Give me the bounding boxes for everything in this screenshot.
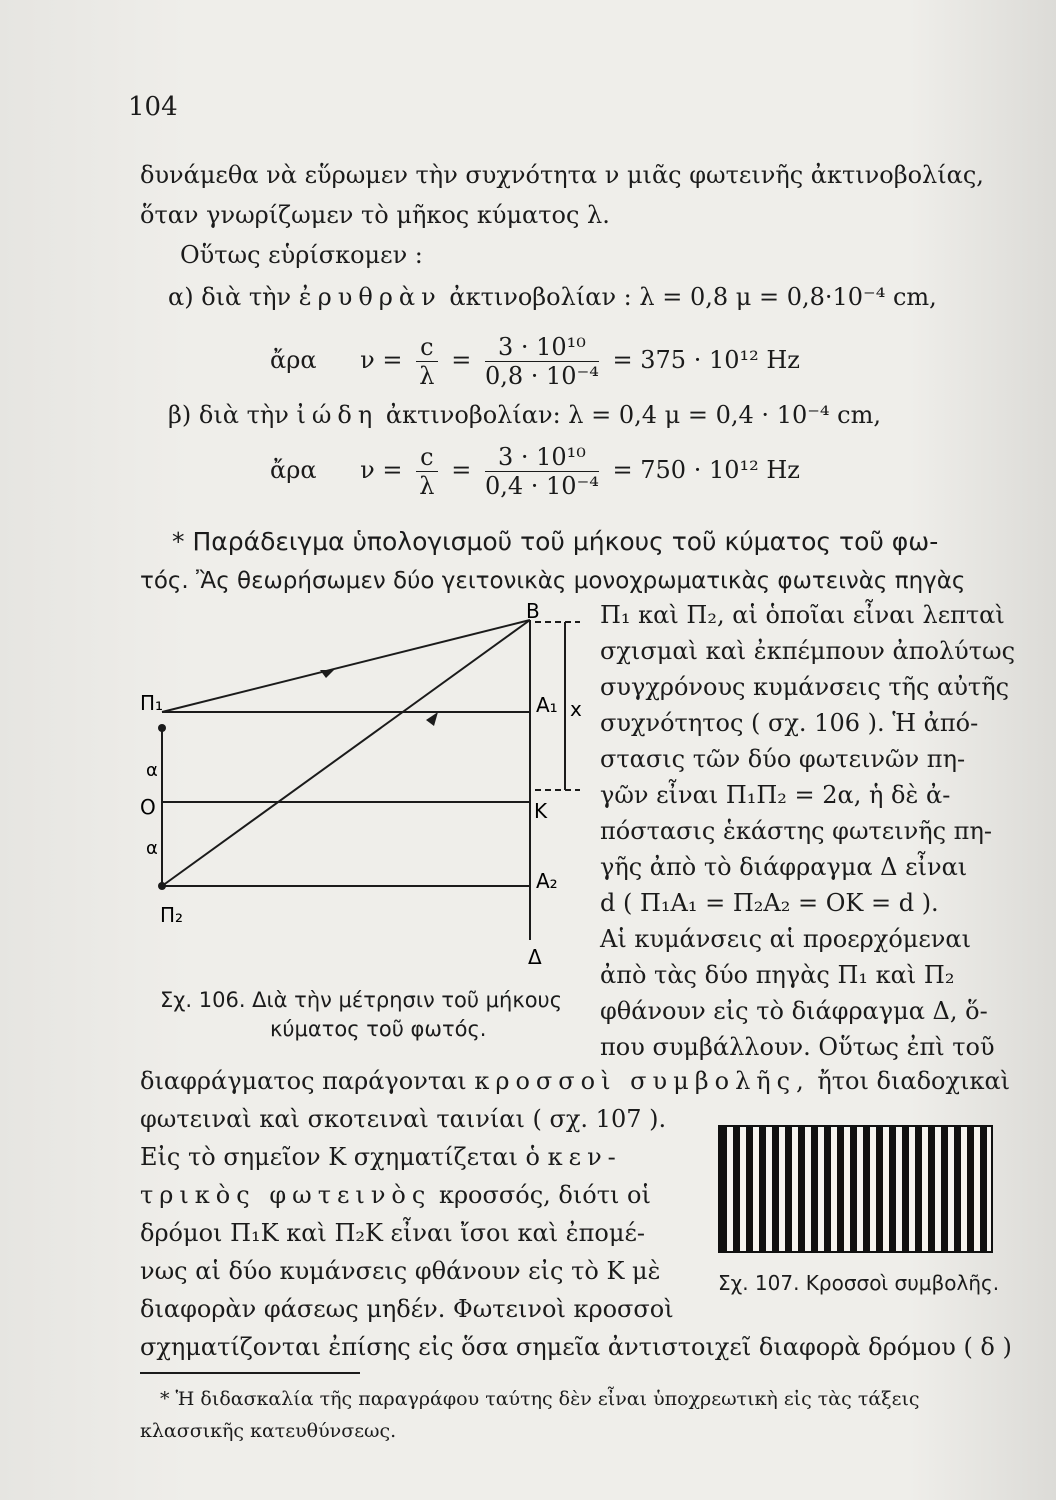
case-b-line	[168, 400, 881, 430]
case-a-f1-num: c	[416, 333, 437, 362]
figure-106-caption-1: Σχ. 106. Διὰ τὴν μέτρησιν τοῦ μήκους	[160, 988, 563, 1012]
after-line-5: δρόμοι Π₁Κ καὶ Π₂Κ εἶναι ἴσοι καὶ ἐπομέ-	[140, 1219, 646, 1247]
right-col-11: ἀπὸ τὰς δύο πηγὰς Π₁ καὶ Π₂	[600, 961, 955, 989]
ray-p1-b	[162, 620, 530, 712]
figure-106-caption-2: κύματος τοῦ φωτός.	[270, 1017, 487, 1041]
right-col-4: συχνότητος ( σχ. 106 ). Ἡ ἀπό-	[600, 709, 979, 737]
case-a-line	[168, 282, 937, 312]
case-b-lhs: ν =	[360, 456, 403, 484]
after-line-7: διαφορὰν φάσεως μηδέν. Φωτεινοὶ κροσσοὶ	[140, 1295, 674, 1323]
case-b-f1-den: λ	[419, 472, 435, 500]
source-p1-dot	[158, 724, 166, 732]
after-line-6: νως αἱ δύο κυμάνσεις φθάνουν εἰς τὸ Κ μὲ	[140, 1257, 661, 1285]
ontos-line: Οὕτως εὑρίσκομεν :	[180, 241, 423, 269]
case-a-fraction-2	[485, 333, 599, 390]
interference-fringes-image	[718, 1125, 993, 1253]
footnote-rule	[140, 1372, 360, 1374]
label-b: Β	[526, 600, 540, 623]
case-b-label: β) διὰ τὴν	[168, 401, 289, 429]
case-b-rest: ἀκτινοβολίαν: λ = 0,4 μ = 0,4 · 10⁻⁴ cm,	[385, 401, 881, 429]
label-a2: Α₂	[536, 869, 558, 893]
case-b-f1-num: c	[416, 443, 437, 472]
case-b-fraction-2	[485, 443, 599, 500]
figure-106-diagram	[140, 600, 600, 970]
case-a-ara: ἄρα	[270, 346, 317, 374]
page-number: 104	[128, 92, 178, 122]
arrow-head-p1	[320, 670, 334, 678]
arrow-head-p2	[426, 712, 438, 726]
case-a-f1-den: λ	[419, 362, 435, 390]
case-b-ara: ἄρα	[270, 456, 317, 484]
after-line-4-end: κροσσός, διότι οἱ	[438, 1181, 651, 1209]
case-a-result: = 375 · 10¹² Hz	[612, 346, 800, 374]
footnote-line-1: * Ἡ διδασκαλία τῆς παραγράφου ταύτης δὲν εἶναι ὑποχρεωτικὴ εἰς τὰς τάξεις	[160, 1388, 920, 1410]
after-line-4	[140, 1180, 651, 1210]
case-a-color: ἐρυθρὰν	[298, 283, 442, 311]
example-line-1: * Παράδειγμα ὑπολογισμοῦ τοῦ μήκους τοῦ κύματος τοῦ φω-	[172, 527, 939, 556]
label-delta: Δ	[528, 945, 542, 969]
right-col-3: συγχρόνους κυμάνσεις τῆς αὐτῆς	[600, 673, 1010, 701]
label-p2: Π₂	[160, 903, 184, 927]
case-a-rest: ἀκτινοβολίαν : λ = 0,8 μ = 0,8·10⁻⁴ cm,	[449, 283, 937, 311]
case-b-f2-den: 0,4 · 10⁻⁴	[484, 472, 599, 500]
intro-line-1: δυνάμεθα νὰ εὕρωμεν τὴν συχνότητα ν μιᾶς φωτεινῆς ἀκτινοβολίας,	[140, 161, 984, 189]
label-p1: Π₁	[140, 691, 164, 715]
right-col-9: d ( Π₁Α₁ = Π₂Α₂ = ΟΚ = d ).	[600, 889, 939, 917]
right-col-6: γῶν εἶναι Π₁Π₂ = 2α, ἡ δὲ ἀ-	[600, 781, 951, 809]
right-col-1: Π₁ καὶ Π₂, αἱ ὁποῖαι εἶναι λεπταὶ	[600, 601, 1005, 629]
label-x: x	[570, 697, 582, 721]
after-line-3-spaced: κεν-	[547, 1143, 622, 1171]
footnote-line-2: κλασσικῆς κατευθύνσεως.	[140, 1420, 397, 1442]
right-col-13: που συμβάλλουν. Οὕτως ἐπὶ τοῦ	[600, 1033, 995, 1061]
right-col-8: γῆς ἀπὸ τὸ διάφραγμα Δ εἶναι	[600, 853, 968, 881]
right-col-7: πόστασις ἑκάστης φωτεινῆς πη-	[600, 817, 992, 845]
case-b-f2-num: 3 · 10¹⁰	[485, 443, 599, 472]
case-a-f2-den: 0,8 · 10⁻⁴	[484, 362, 599, 390]
intro-line-2: ὅταν γνωρίζωμεν τὸ μῆκος κύματος λ.	[140, 201, 610, 229]
ray-p2-b	[162, 620, 530, 886]
case-a-label: α) διὰ τὴν	[168, 283, 292, 311]
after-line-3-start: Εἰς τὸ σημεῖον Κ σχηματίζεται ὁ	[140, 1143, 540, 1171]
right-col-10: Αἱ κυμάνσεις αἱ προερχόμεναι	[600, 925, 972, 953]
after-line-1	[140, 1066, 1010, 1096]
case-b-formula: ἄρα ν = $\frac{c}{\lambda}$ = $\frac{\text{3 · 10¹⁰}}{\text{0,4 · 10⁻⁴}}$ = 750 · 10¹² Hz	[270, 443, 800, 500]
label-o: Ο	[140, 795, 156, 819]
label-alpha-top: α	[146, 760, 158, 781]
case-a-lhs: ν =	[360, 346, 403, 374]
after-line-3	[140, 1142, 622, 1172]
right-col-12: φθάνουν εἰς τὸ διάφραγμα Δ, ὅ-	[600, 997, 988, 1025]
label-k: Κ	[534, 799, 548, 823]
case-a-fraction-1	[416, 333, 437, 390]
case-a-f2-num: 3 · 10¹⁰	[485, 333, 599, 362]
right-col-2: σχισμαὶ καὶ ἐκπέμπουν ἀπολύτως	[600, 637, 1016, 665]
case-a-formula: ἄρα ν = $\frac{c}{\lambda}$ = $\frac{\text{3 · 10¹⁰}}{\text{0,8 · 10⁻⁴}}$ = 375 · 10¹² Hz	[270, 333, 800, 390]
after-line-8: σχηματίζονται ἐπίσης εἰς ὅσα σημεῖα ἀντιστοιχεῖ διαφορὰ δρόμου ( δ )	[140, 1333, 1012, 1361]
after-line-4-spaced: τρικὸς φωτεινὸς	[140, 1181, 432, 1209]
after-line-1-start: διαφράγματος παράγονται	[140, 1067, 467, 1095]
label-alpha-bottom: α	[146, 838, 158, 859]
right-col-5: στασις τῶν δύο φωτεινῶν πη-	[600, 745, 966, 773]
label-a1: Α₁	[536, 693, 558, 717]
after-line-1-spaced: κροσσοὶ συμβολῆς,	[474, 1067, 810, 1095]
case-b-fraction-1	[416, 443, 437, 500]
after-line-2: φωτειναὶ καὶ σκοτειναὶ ταινίαι ( σχ. 107 ).	[140, 1105, 667, 1133]
after-line-1-end: ἤτοι διαδοχικαὶ	[817, 1067, 1011, 1095]
source-p2-dot	[158, 882, 166, 890]
case-b-color: ἰώδη	[296, 401, 379, 429]
figure-107-caption: Σχ. 107. Κροσσοὶ συμβολῆς.	[718, 1271, 1000, 1295]
example-line-2: τός. Ἂς θεωρήσωμεν δύο γειτονικὰς μονοχρωματικὰς φωτεινὰς πηγὰς	[140, 568, 966, 594]
case-b-result: = 750 · 10¹² Hz	[612, 456, 800, 484]
